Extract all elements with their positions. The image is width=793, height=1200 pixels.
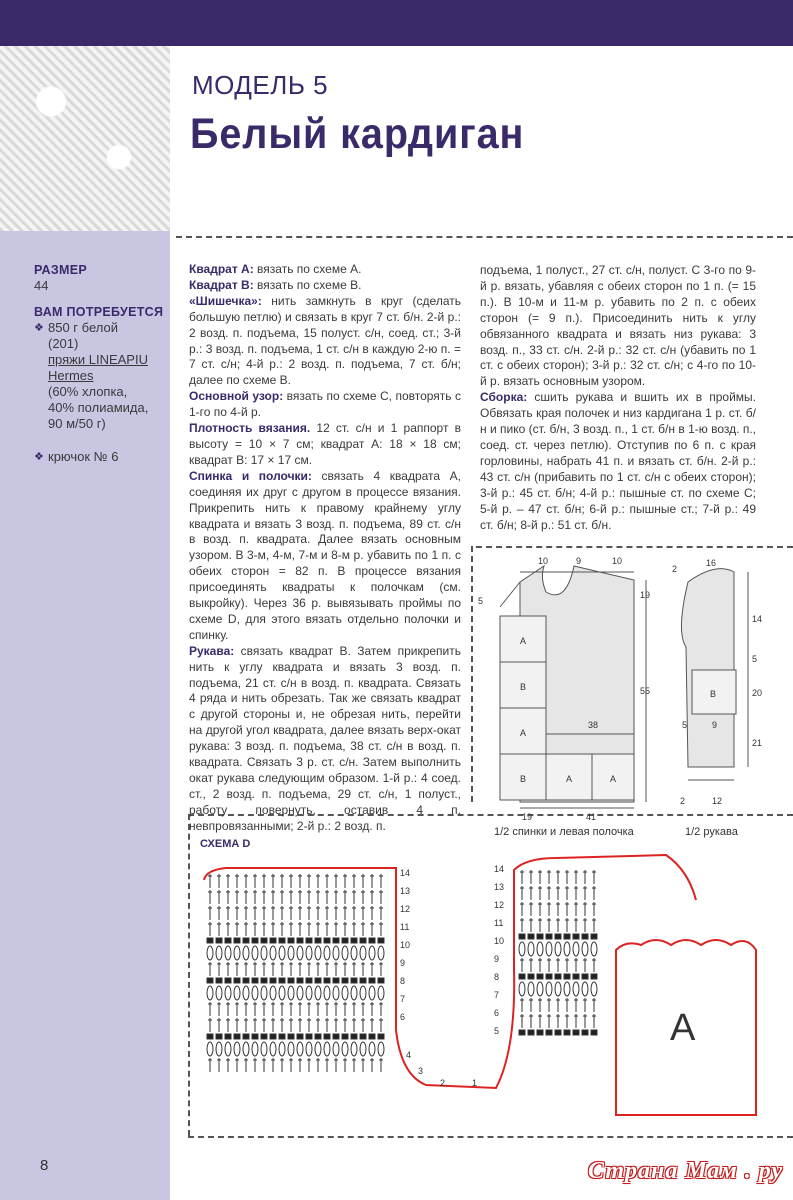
stitch-mark (243, 946, 249, 960)
svg-text:3: 3 (418, 1066, 424, 1076)
schema-d-chart (196, 850, 788, 1132)
stitch-mark (324, 978, 330, 983)
bullet-icon: ❖ (34, 322, 44, 334)
svg-text:41: 41 (586, 812, 597, 822)
stitch-mark (564, 974, 570, 979)
svg-text:5: 5 (494, 1026, 500, 1036)
stitch-mark (315, 978, 321, 983)
svg-text:10: 10 (494, 936, 505, 946)
paragraph: Квадрат А: вязать по схеме А. (189, 262, 362, 276)
stitch-mark (207, 1042, 213, 1056)
bullet-icon: ❖ (34, 451, 44, 463)
top-divider (176, 236, 793, 238)
mid-divider (476, 546, 793, 548)
svg-text:10: 10 (400, 940, 411, 950)
svg-text:2: 2 (672, 564, 678, 574)
svg-text:1: 1 (472, 1078, 478, 1088)
stitch-mark (546, 974, 552, 979)
stitch-mark (207, 978, 213, 983)
stitch-mark (243, 1034, 249, 1039)
stitch-mark (333, 986, 339, 1000)
stitch-mark (333, 978, 339, 983)
stitch-mark (270, 938, 276, 943)
stitch-mark (279, 1034, 285, 1039)
stitch-mark (555, 934, 561, 939)
paragraph: Спинка и полочки: связать 4 квадрата А, соединяя их друг с другом в процессе вязания. Прикрепить нить к правому крайнему углу квадрата и вязать 3 возд. п. подъема, 89 ст. с/н в возд. п. квадрата. Далее вязать основным узором. В 3-м, 4-м, 7-м и 8-м р. убавить по 1 п. с обеих сторон = 82 п. В процессе вязания присоединять квадраты к полочкам (см. выкройку). Через 36 р. вывязывать проймы по схеме D, для этого вязать отдельно полочки и спинку. (189, 468, 462, 642)
stitch-mark (378, 938, 384, 943)
stitch-mark (315, 946, 321, 960)
stitch-mark (288, 1042, 294, 1056)
stitch-mark (546, 1030, 552, 1035)
stitch-mark (234, 946, 240, 960)
stitch-mark (207, 946, 213, 960)
stitch-mark (288, 938, 294, 943)
stitch-mark (582, 934, 588, 939)
stitch-mark (591, 1030, 597, 1035)
schema-bottom-divider (188, 1136, 793, 1138)
stitch-mark (243, 1042, 249, 1056)
svg-text:2: 2 (680, 796, 686, 806)
stitch-mark (360, 1042, 366, 1056)
stitch-mark (270, 986, 276, 1000)
svg-text:14: 14 (494, 864, 505, 874)
stitch-mark (306, 1034, 312, 1039)
pattern-diagram (476, 552, 793, 842)
stitch-mark (207, 1034, 213, 1039)
stitch-mark (582, 982, 588, 996)
stitch-mark (573, 934, 579, 939)
stitch-mark (591, 974, 597, 979)
stitch-mark (360, 1034, 366, 1039)
watermark: Страна Мам . ру (588, 1158, 784, 1184)
svg-text:11: 11 (494, 918, 504, 928)
stitch-mark (537, 974, 543, 979)
stitch-mark (216, 986, 222, 1000)
stitch-mark (528, 1030, 534, 1035)
svg-text:6: 6 (494, 1008, 500, 1018)
stitch-mark (528, 974, 534, 979)
stitch-mark (351, 1034, 357, 1039)
stitch-mark (270, 978, 276, 983)
stitch-mark (519, 974, 525, 979)
size-heading: РАЗМЕР (34, 263, 87, 277)
svg-text:19: 19 (640, 590, 651, 600)
stitch-mark (270, 1042, 276, 1056)
stitch-mark (306, 938, 312, 943)
stitch-mark (315, 938, 321, 943)
stitch-mark (324, 986, 330, 1000)
yarn-line: 850 г белой (48, 320, 118, 335)
stitch-mark (582, 942, 588, 956)
stitch-mark (333, 1034, 339, 1039)
stitch-mark (324, 1042, 330, 1056)
stitch-mark (288, 986, 294, 1000)
needs-heading: ВАМ ПОТРЕБУЕТСЯ (34, 305, 164, 319)
paragraph: подъема, 1 полуст., 27 ст. с/н, полуст. С 3-го по 9-й р. вязать, убавляя с обеих сторон по 1 п. (= 15 п.). В 10-м и 11-м р. убавить по 2 п. с обеих сторон (= 9 п.). Присоединить нить к углу обвязанного квадрата и вязать низ рукава: 3 возд. п., 33 ст. с/н. 2-й р.: 32 ст. с/н (убавить по 1 ст. с обеих сторон); 3-й р.: 32 ст. с/н; с 4-го по 10-й р. вязать основным узором. (480, 263, 756, 389)
stitch-mark (378, 1034, 384, 1039)
stitch-mark (297, 986, 303, 1000)
svg-text:В: В (710, 689, 717, 699)
stitch-mark (546, 942, 552, 956)
svg-text:9: 9 (576, 556, 582, 566)
stitch-mark (351, 986, 357, 1000)
stitch-mark (216, 978, 222, 983)
stitch-mark (216, 938, 222, 943)
svg-text:4: 4 (406, 1050, 412, 1060)
stitch-mark (315, 1034, 321, 1039)
stitch-mark (378, 978, 384, 983)
svg-text:9: 9 (400, 958, 406, 968)
stitch-mark (519, 1030, 525, 1035)
stitch-mark (225, 986, 231, 1000)
stitch-mark (573, 1030, 579, 1035)
svg-text:13: 13 (400, 886, 411, 896)
stitch-mark (351, 946, 357, 960)
hook-item (34, 449, 164, 465)
model-label: МОДЕЛЬ 5 (192, 70, 329, 100)
stitch-mark (564, 942, 570, 956)
stitch-mark (225, 978, 231, 983)
stitch-mark (369, 1042, 375, 1056)
stitch-mark (555, 1030, 561, 1035)
stitch-mark (528, 934, 534, 939)
stitch-mark (234, 1042, 240, 1056)
paragraph: Основной узор: вязать по схеме С, повторять с 1-го по 4-й р. (189, 389, 461, 420)
stitch-mark (537, 1030, 543, 1035)
stitch-mark (261, 1042, 267, 1056)
stitch-mark (252, 938, 258, 943)
svg-text:5: 5 (752, 654, 758, 664)
stitch-mark (369, 946, 375, 960)
stitch-mark (333, 938, 339, 943)
schema-square-label: А (670, 1007, 696, 1049)
stitch-mark (519, 942, 525, 956)
stitch-mark (252, 1034, 258, 1039)
stitch-mark (378, 946, 384, 960)
stitch-mark (207, 986, 213, 1000)
stitch-mark (519, 934, 525, 939)
svg-text:21: 21 (752, 738, 763, 748)
stitch-mark (351, 938, 357, 943)
stitch-mark (234, 978, 240, 983)
stitch-mark (261, 986, 267, 1000)
stitch-mark (216, 946, 222, 960)
stitch-mark (225, 1034, 231, 1039)
svg-text:14: 14 (752, 614, 763, 624)
stitch-mark (324, 938, 330, 943)
stitch-mark (297, 1042, 303, 1056)
stitch-mark (243, 938, 249, 943)
svg-text:8: 8 (400, 976, 406, 986)
svg-text:20: 20 (752, 688, 763, 698)
stitch-mark (333, 946, 339, 960)
stitch-mark (315, 1042, 321, 1056)
stitch-mark (279, 986, 285, 1000)
yarn-line: Hermes (48, 368, 94, 383)
yarn-item (34, 320, 164, 432)
stitch-mark (378, 986, 384, 1000)
column-divider (471, 546, 473, 802)
svg-text:10: 10 (612, 556, 623, 566)
stitch-mark (351, 978, 357, 983)
stitch-mark (564, 982, 570, 996)
yarn-line: (60% хлопка, (48, 384, 128, 399)
stitch-mark (297, 1034, 303, 1039)
stitch-mark (306, 978, 312, 983)
stitch-mark (360, 986, 366, 1000)
stitch-mark (261, 1034, 267, 1039)
stitch-mark (234, 986, 240, 1000)
svg-text:5: 5 (478, 596, 484, 606)
stitch-mark (546, 982, 552, 996)
stitch-mark (591, 934, 597, 939)
stitch-mark (564, 934, 570, 939)
stitch-mark (546, 934, 552, 939)
svg-text:А: А (610, 774, 617, 784)
stitch-mark (207, 938, 213, 943)
yarn-line: (201) (48, 336, 79, 351)
svg-text:7: 7 (400, 994, 406, 1004)
svg-text:9: 9 (712, 720, 718, 730)
instructions-column-1 (189, 262, 461, 835)
stitch-mark (216, 1042, 222, 1056)
stitch-mark (555, 942, 561, 956)
stitch-mark (342, 946, 348, 960)
stitch-mark (591, 982, 597, 996)
stitch-mark (342, 1042, 348, 1056)
caption-sleeve: 1/2 рукава (685, 826, 738, 838)
stitch-mark (360, 946, 366, 960)
svg-text:13: 13 (494, 882, 505, 892)
stitch-mark (555, 974, 561, 979)
svg-text:38: 38 (588, 720, 599, 730)
svg-text:12: 12 (712, 796, 723, 806)
stitch-mark (252, 978, 258, 983)
stitch-mark (342, 978, 348, 983)
svg-text:12: 12 (400, 904, 411, 914)
schema-left-divider (188, 814, 190, 1136)
svg-text:5: 5 (682, 720, 688, 730)
stitch-mark (333, 1042, 339, 1056)
stitch-mark (225, 946, 231, 960)
svg-text:16: 16 (706, 558, 717, 568)
stitch-mark (288, 946, 294, 960)
stitch-mark (360, 978, 366, 983)
stitch-mark (324, 1034, 330, 1039)
stitch-mark (351, 1042, 357, 1056)
svg-text:2: 2 (440, 1078, 446, 1088)
stitch-mark (369, 1034, 375, 1039)
paragraph: Рукава: связать квадрат В. Затем прикрепить нить к углу квадрата и вязать 3 возд. п. подъема, 21 ст. с/н в возд. п. квадрата. Связать 4 ряда и нить обрезать. Так же связать квадрат с другой стороны и, не обрезая нить, перейти на другой угол квадрата, далее вязать верх-окат рукава: 3 возд. п. подъема, 38 ст. с/н в возд. п. квадрата. Связать 3 р. ст. с/н. Затем выполнить окат рукава следующим образом. 1-й р.: 4 соед. ст., 2 возд. п. подъема, 29 ст. с/н, 1 полуст., работу повернуть, оставив 4 п. невпровязанными; 2-й р.: 2 возд. п. (189, 643, 461, 833)
stitch-mark (537, 934, 543, 939)
stitch-mark (378, 1042, 384, 1056)
stitch-mark (564, 1030, 570, 1035)
stitch-mark (252, 1042, 258, 1056)
paragraph: Квадрат В: вязать по схеме В. (189, 277, 362, 292)
stitch-mark (297, 946, 303, 960)
svg-text:19: 19 (522, 812, 533, 822)
stitch-mark (243, 986, 249, 1000)
yarn-line: пряжи LINEAPIU (48, 352, 148, 367)
stitch-mark (342, 986, 348, 1000)
stitch-mark (369, 986, 375, 1000)
stitch-mark (261, 978, 267, 983)
stitch-mark (582, 974, 588, 979)
stitch-mark (591, 942, 597, 956)
stitch-mark (369, 978, 375, 983)
page-number: 8 (40, 1157, 49, 1174)
svg-text:11: 11 (400, 922, 410, 932)
svg-text:9: 9 (494, 954, 500, 964)
svg-text:7: 7 (494, 990, 500, 1000)
stitch-mark (306, 946, 312, 960)
stitch-mark (315, 986, 321, 1000)
svg-text:А: А (566, 774, 573, 784)
stitch-mark (582, 1030, 588, 1035)
paragraph: Сборка: сшить рукава и вшить их в проймы. Обвязать края полочек и низ кардигана 1 р. ст. б/н и пико (ст. б/н, 3 возд. п., 1 ст. б/н в 1-ю возд. п., соед. ст. через петлю). Отступив по 6 п. с края горловины, набрать 41 п. и вязать ст. б/н. 2-й р.: 43 ст. с/н (прибавить по 1 ст. с/н с обеих сторон); 3-й р.: 45 ст. б/н; 4-й р.: пышные ст. по схеме С; 5-й р. – 47 ст. б/н; 6-й р.: пышные ст.; 7-й р.: 49 ст. б/н; 8-й р.: 51 ст. б/н. (480, 390, 756, 532)
caption-body: 1/2 спинки и левая полочка (494, 826, 634, 838)
stitch-mark (360, 938, 366, 943)
stitch-mark (306, 1042, 312, 1056)
svg-text:12: 12 (494, 900, 505, 910)
stitch-mark (279, 946, 285, 960)
stitch-mark (342, 1034, 348, 1039)
stitch-mark (297, 978, 303, 983)
page-title: Белый кардиган (190, 110, 525, 158)
svg-text:8: 8 (494, 972, 500, 982)
svg-text:10: 10 (538, 556, 549, 566)
stitch-mark (528, 942, 534, 956)
top-band (0, 0, 793, 46)
lace-photo (0, 46, 170, 231)
svg-text:55: 55 (640, 686, 651, 696)
stitch-mark (528, 982, 534, 996)
stitch-mark (288, 1034, 294, 1039)
stitch-mark (225, 938, 231, 943)
stitch-mark (519, 982, 525, 996)
stitch-mark (279, 1042, 285, 1056)
stitch-mark (324, 946, 330, 960)
stitch-mark (555, 982, 561, 996)
yarn-line: 40% полиамида, (48, 400, 149, 415)
paragraph: «Шишечка»: нить замкнуть в круг (сделать большую петлю) и связать в круг 7 ст. б/н. 2-й р.: 2 возд. п. подъема, 15 полуст. с/н, соед. ст.; 3-й р.: 3 возд. п. подъема, 1 ст. с/н в каждую 2-ю п. = 7 ст. с/н; 4-й р.: 2 возд. п. подъема, 7 ст. б/н; далее по схеме В. (189, 293, 461, 388)
stitch-mark (234, 938, 240, 943)
stitch-mark (573, 974, 579, 979)
svg-text:В: В (520, 682, 527, 692)
stitch-mark (279, 978, 285, 983)
stitch-mark (573, 982, 579, 996)
stitch-mark (279, 938, 285, 943)
stitch-mark (225, 1042, 231, 1056)
stitch-mark (537, 942, 543, 956)
stitch-mark (306, 986, 312, 1000)
stitch-mark (270, 1034, 276, 1039)
stitch-mark (252, 946, 258, 960)
stitch-mark (261, 946, 267, 960)
stitch-mark (369, 938, 375, 943)
sidebar-info (34, 262, 164, 465)
stitch-mark (234, 1034, 240, 1039)
stitch-mark (573, 942, 579, 956)
svg-text:А: А (520, 728, 527, 738)
stitch-mark (216, 1034, 222, 1039)
hook-text: крючок № 6 (48, 449, 119, 464)
stitch-mark (243, 978, 249, 983)
svg-text:В: В (520, 774, 527, 784)
instructions-column-2 (480, 263, 756, 533)
stitch-mark (288, 978, 294, 983)
stitch-mark (270, 946, 276, 960)
yarn-line: 90 м/50 г) (48, 416, 106, 431)
paragraph: Плотность вязания. 12 ст. с/н и 1 раппорт в высоту = 10 × 7 см; квадрат А: 18 × 18 см; квадрат В: 17 × 17 см. (189, 421, 461, 467)
stitch-mark (297, 938, 303, 943)
size-value: 44 (34, 278, 49, 293)
stitch-mark (261, 938, 267, 943)
svg-text:14: 14 (400, 868, 411, 878)
stitch-mark (252, 986, 258, 1000)
stitch-mark (537, 982, 543, 996)
svg-text:А: А (520, 636, 527, 646)
schema-label: СХЕМА D (200, 838, 251, 850)
svg-text:6: 6 (400, 1012, 406, 1022)
stitch-mark (342, 938, 348, 943)
